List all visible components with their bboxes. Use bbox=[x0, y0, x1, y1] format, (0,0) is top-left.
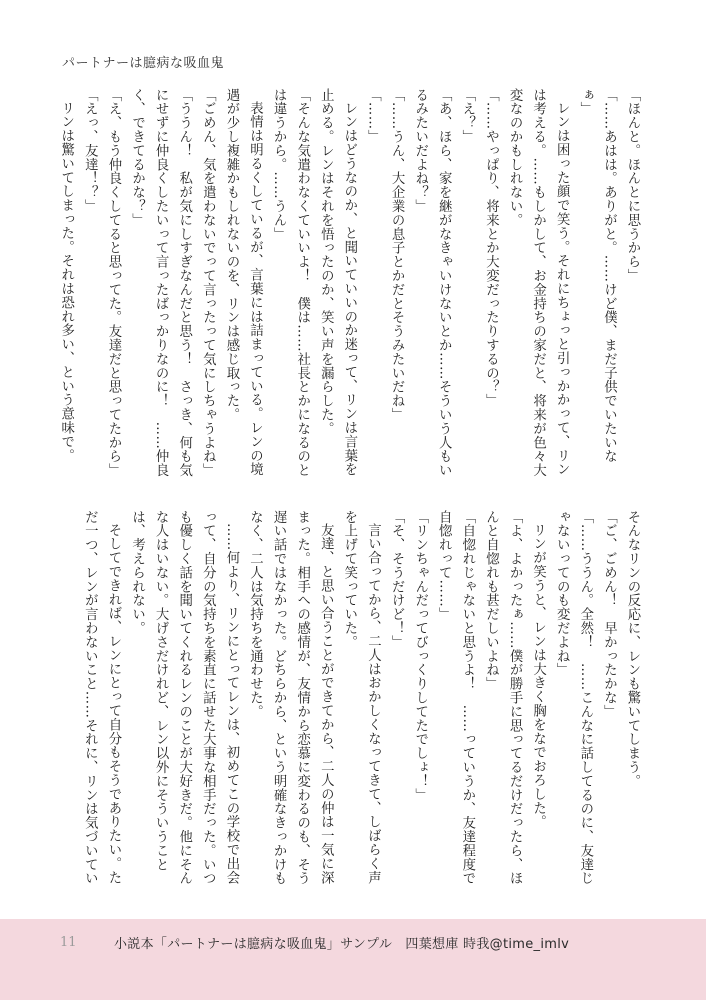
text-line: 「……」 bbox=[365, 88, 381, 144]
text-line: 言い合ってから、二人はおかしくなってきて、しばらく声を上げて笑っていた。 bbox=[341, 510, 381, 885]
text-line: ……何より、リンにとってレンは、初めてこの学校で出会って、自分の気持ちを素直に話せた大事な相手だった。いつも優しく話を聞いてくれるレンのことが大好きだ。他にそんな人はいない。大げさだけれど、レン以外にそういうことは、考えられない。 bbox=[129, 510, 239, 886]
footer-credit: 小説本「パートナーは臆病な吸血鬼」サンプル 四葉想庫 時我@time_imlv bbox=[114, 937, 570, 952]
text-line: 「……やっぱり、将来とか大変だったりするの？」 bbox=[483, 88, 499, 408]
text-line: 「え？」 bbox=[459, 88, 475, 144]
text-line: 「ほんと。ほんとに思うから」 bbox=[625, 88, 640, 283]
text-line: 「ううん！ 私が気にしすぎなんだと思う！ さっき、何も気にせずに仲良くしたいって言ったばっかりなのに！ ……仲良く、できてるかな？」 bbox=[129, 88, 192, 478]
text-line: レンはどうなのか、と聞いていいのか迷って、リンは言葉を止める。レンはそれを悟ったのか、笑い声を漏らした。 bbox=[318, 88, 357, 477]
text-line: リンは驚いてしまった。それは恐れ多い、という意味で。 bbox=[58, 101, 74, 463]
text-line: 「……ううん。全然！ ……こんなに話してるのに、友達じゃないってのも変だよね」 bbox=[554, 510, 593, 886]
text-line: そんなリンの反応に、レンも驚いてしまう。 bbox=[625, 510, 640, 788]
text-line: 「ご、ごめん！ 早かったかな」 bbox=[601, 510, 617, 719]
text-line: 「……あはは。ありがと。……けど僕、まだ子供でいたいなぁ」 bbox=[577, 88, 617, 464]
text-line: レンは困った顔で笑う。それにちょっと引っかかって、リンは考える。……もしかして、お金持ちの家だと、将来が色々大変なのかもしれない。 bbox=[507, 88, 570, 478]
text-line: 「自惚れじゃないと思うよ！ ……っていうか、友達程度で自惚れって……」 bbox=[436, 510, 475, 886]
text-line: リンが笑うと、レンは大きく胸をなでおろした。 bbox=[530, 523, 546, 830]
text-line: 「リンちゃんだってびっくりしてたでしょ！」 bbox=[412, 510, 428, 802]
text-column-bottom bbox=[64, 510, 644, 890]
text-column-top bbox=[58, 88, 644, 484]
text-line: 「そ、そうだけど！」 bbox=[389, 510, 405, 649]
text-line: そしてできれば、レンにとって自分もそうでありたい。ただ一つ、レンが言わないこと……それに、リンは気づいてい bbox=[82, 510, 121, 886]
text-line: 「そんな気遣わなくていいよ！ 僕は……社長とかになるのとは違うから。……うん」 bbox=[271, 88, 310, 478]
text-line: 「ごめん、気を遣わないでって言ったって気にしちゃうよね」 bbox=[200, 88, 216, 478]
page-number: 11 bbox=[60, 935, 77, 950]
text-line: 友達、と思い合うことができてから、二人の仲は一気に深まった。相手への感情が、友情から恋慕に変わるのも、そう遅い話ではなかった。どちらから、という明確なきっかけもなく、二人は気持ちを通わせた。 bbox=[247, 510, 334, 886]
text-line: 「よ、よかったぁ……僕が勝手に思ってるだけだったら、ほんと自惚れも甚だしいよね」 bbox=[483, 510, 523, 886]
running-title: パートナーは臆病な吸血鬼 bbox=[62, 56, 225, 71]
text-line: 「えっ、友達！？」 bbox=[82, 88, 98, 214]
text-line: 表情は明るくしているが、言葉には詰まっている。レンの境遇が少し複雑かもしれないのを、リンは感じ取った。 bbox=[223, 88, 263, 477]
footer-band bbox=[0, 919, 706, 1000]
text-line: 「あ、ほら、家を継がなきゃいけないとか……そういう人もいるみたいだよね？」 bbox=[412, 88, 452, 478]
text-line: 「……うん、大企業の息子とかだとそうみたいだね」 bbox=[389, 88, 405, 422]
text-line: 「え、もう仲良くしてると思ってた。友達だと思ってたから」 bbox=[105, 88, 121, 478]
